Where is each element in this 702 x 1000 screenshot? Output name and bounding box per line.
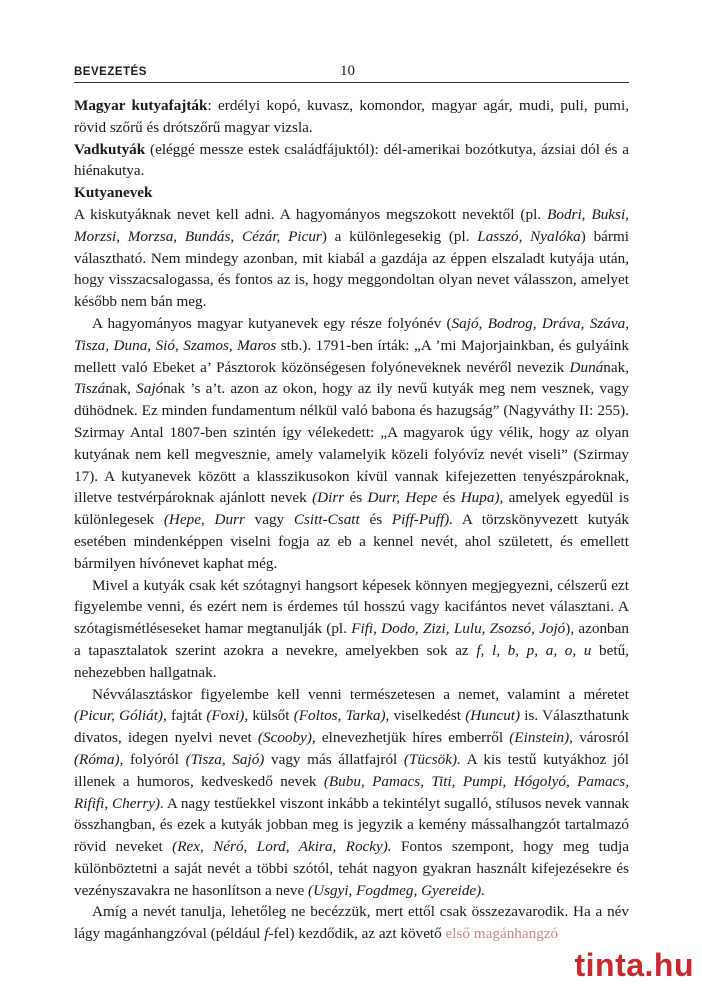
wild-dogs-label: Vadkutyák (74, 140, 146, 158)
watermark-logo: tinta.hu (574, 947, 694, 983)
wild-dogs-paragraph: Vadkutyák (eléggé messze estek családfájuktól): dél-amerikai bozótkutya, ázsiai dól és a hiénakutya. (74, 140, 629, 180)
paragraph-2: A hagyományos magyar kutyanevek egy része folyónév (Sajó, Bodrog, Dráva, Száva, Tisza, Duna, Sió, Szamos, Maros stb.). 1791-ben írták: „A ’mi Majorjainkban, és gulyáink mellett való Ebeket a’ Pásztorok közönségesen folyóneveknek nevéről nevezik Dunának, Tiszának, Sajónak ’s a’t. azon az okon, hogy az ily nevű kutyák meg nem vesznek, vagy dühödnek. Ez minden fundamentum nélkül való babona és hazugság” (Nagyváthy II: 255). Szirmay Antal 1807-ben szintén így vélekedett: „A magyarok úgy vélik, hogy az olyan kutyának nem kell megvesznie, amely valamelyik közeli folyóvíz nevét viseli” (Szirmay 17). A kutyanevek között a klasszikusokon kívül vannak kifejezetten tenyészpároknak, illetve testvérpároknak ajánlott nevek (Dirr és Durr, Hepe és Hupa), amelyek egyedül is különlegesek (Hepe, Durr vagy Csitt-Csatt és Piff-Puff). A törzskönyvezett kutyák esetében mindenképpen viselni fogja az eb a kennel nevét, ahol született, és emellett bármilyen hívónevet kaphat még. (74, 314, 630, 572)
book-page (74, 62, 629, 945)
intro-block (74, 95, 629, 182)
body-text (74, 95, 629, 945)
running-header (74, 62, 629, 83)
breed-list-label: Magyar kutyafajták (74, 97, 208, 114)
section-heading: Kutyanevek (74, 184, 153, 202)
breed-list-paragraph: Magyar kutyafajták: erdélyi kopó, kuvasz, komondor, magyar agár, mudi, puli, pumi, rövid szőrű és drótszőrű magyar vizsla. (74, 97, 629, 136)
paragraph-5: Amíg a nevét tanulja, lehetőleg ne becézzük, mert ettől csak összezavarodik. Ha a név lágy magánhangzóval (például f-fel) kezdődik, az azt követő első magánhangzó (74, 903, 629, 943)
paragraph-4: Névválasztáskor figyelembe kell venni természetesen a nemet, valamint a méretet (Picur, Góliát), fajtát (Foxi), külsőt (Foltos, Tarka), viselkedést (Huncut) is. Választhatunk divatos, idegen nyelvi nevet (Scooby), elnevezhetjük híres emberről (Einstein), városról (Róma), folyóról (Tisza, Sajó) vagy más állatfajról (Tücsök). A kis testű kutyákhoz jól illenek a humoros, kedveskedő nevek (Bubu, Pamacs, Titi, Pumpi, Hógolyó, Pamacs, Rififi, Cherry). A nagy testűekkel viszont inkább a tekintélyt sugalló, stílusos nevek vannak összhangban, és ezek a kutyák jobban meg is jegyzik a kemény mássalhangzót tartalmazó rövid neveket (Rex, Néró, Lord, Akira, Rocky). Fontos szempont, hogy meg tudja különböztetni a saját nevét a többi szótól, tehát nagyon gyakran használt kifejezésekre és vezényszavakra ne hasonlítson a neve (Usgyi, Fogdmeg, Gyereide). (74, 685, 630, 899)
paragraph-3: Mivel a kutyák csak két szótagnyi hangsort képesek könnyen megjegyezni, célszerű ezt figyelembe venni, és ezért nem is érdemes túl hosszú vagy kacifántos nevet választani. A szótagismétléseseket hamar megtanulják (pl. Fifi, Dodo, Zizi, Lulu, Zsozsó, Jojó), azonban a tapasztalatok szerint azokra a nevekre, amelyekben sok az f, l, b, p, a, o, u betű, nehezebben hallgatnak. (74, 576, 629, 681)
paragraph-1: A kiskutyáknak nevet kell adni. A hagyományos megszokott nevektől (pl. Bodri, Buksi, Morzsi, Morzsa, Bundás, Cézár, Picur) a különlegesekig (pl. Lasszó, Nyalóka) bármi választható. Nem mindegy azonban, mit kiabál a gazdája az éppen elszaladt kutyája után, hogy visszacsalogassa, és fontos az is, hogy meggondoltan olyan nevet válasszon, amelyet később nem bán meg. (74, 205, 630, 311)
page-number: 10 (340, 63, 355, 79)
section-label: BEVEZETÉS (74, 66, 147, 78)
